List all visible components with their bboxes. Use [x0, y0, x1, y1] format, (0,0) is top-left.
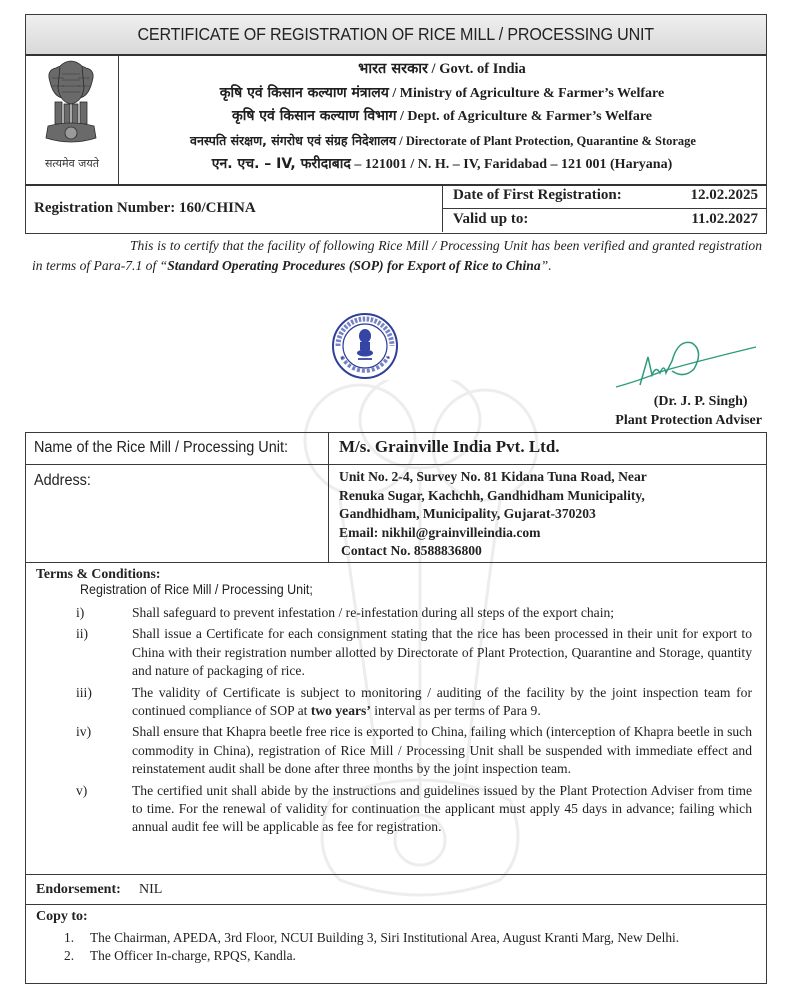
copy-to-list [26, 929, 766, 965]
svg-text:★: ★ [386, 355, 391, 361]
unit-details-table [25, 432, 767, 563]
copy-to-item: 1. The Chairman, APEDA, 3rd Floor, NCUI Building 3, Siri Institutional Area, August Kranti Marg, New Delhi. [64, 930, 680, 945]
address-line: एन. एच. – IV, फरीदाबाद – 121001 / N. H. – IV, Faridabad – 121 001 (Haryana) [211, 156, 673, 172]
unit-name-value: M/s. Grainville India Pvt. Ltd. [339, 437, 560, 456]
certificate-title: CERTIFICATE OF REGISTRATION OF RICE MILL / PROCESSING UNIT [137, 24, 655, 44]
signatory-name: (Dr. J. P. Singh) [653, 394, 748, 409]
term-item: i) Shall safeguard to prevent infestation / re-infestation during all steps of the export chain; [76, 605, 615, 620]
terms-and-conditions [25, 562, 767, 875]
column-divider [328, 433, 329, 562]
address-label: Address: [34, 472, 91, 489]
certification-statement: This is to certify that the facility of following Rice Mill / Processing Unit has been verified and granted registration in terms of Para-7.1 of “Standard Operating Procedures (SOP) for Export of Rice to China”. [32, 238, 762, 273]
term-item: ii) Shall issue a Certificate for each consignment stating that the rice has been processed in their unit for export to China with their registration number allotted by Directorate of Plant Protection, Quarantine and Storage, quantity and nature of packaging of rice. [76, 626, 752, 679]
registration-dates [442, 185, 766, 232]
valid-up-to-date: 11.02.2027 [691, 211, 758, 227]
term-item: v) The certified unit shall abide by the instructions and guidelines issued by the Plant Protection Adviser from time to time. For the renewal of validity for continuation the applicant must apply 45 days in advance; failing which annual audit fee will be applicable as fee for registration. [76, 782, 752, 835]
first-registration-row [443, 185, 766, 209]
ministry-line: कृषि एवं किसान कल्याण मंत्रालय / Ministry of Agriculture & Farmer’s Welfare [219, 84, 665, 101]
terms-list [26, 604, 766, 840]
department-line: कृषि एवं किसान कल्याण विभाग / Dept. of Agriculture & Farmer’s Welfare [231, 108, 653, 124]
official-seal-icon [330, 311, 400, 381]
registration-number: Registration Number: 160/CHINA [34, 200, 256, 216]
emblem-cell [26, 55, 119, 184]
sop-title: Standard Operating Procedures (SOP) for Export of Rice to China [167, 258, 541, 273]
terms-heading: Terms & Conditions: [36, 566, 161, 581]
endorsement-label: Endorsement: [36, 882, 121, 897]
first-registration-label: Date of First Registration: [453, 187, 622, 203]
address-value [339, 468, 647, 561]
govt-line: भारत सरकार / Govt. of India [358, 61, 526, 77]
ministry-lines [118, 55, 766, 184]
valid-up-to-label: Valid up to: [453, 211, 529, 227]
term-item: iii) The validity of Certificate is subject to monitoring / auditing of the facility by the joint inspection team for continued compliance of SOP at two years’ interval as per terms of Para 9. [76, 684, 752, 719]
endorsement-value: NIL [139, 882, 163, 897]
unit-name-label: Name of the Rice Mill / Processing Unit: [34, 439, 288, 456]
row-divider [26, 464, 766, 465]
signatory-designation: Plant Protection Adviser [615, 413, 762, 428]
signatory-block [615, 392, 762, 430]
address-line: Gandhidham, Municipality, Gujarat-370203 [339, 506, 596, 521]
svg-text:★: ★ [340, 355, 345, 361]
email-line: Email: nikhil@grainvilleindia.com [339, 524, 541, 540]
endorsement-row [25, 874, 767, 905]
contact-line: Contact No. 8588836800 [341, 543, 482, 558]
certificate-title-band [25, 14, 767, 56]
first-registration-date: 12.02.2025 [690, 187, 758, 203]
copy-to-section [25, 904, 767, 984]
address-line: Unit No. 2-4, Survey No. 81 Kidana Tuna Road, Near [339, 469, 647, 484]
signature-icon [608, 335, 768, 395]
address-line: Renuka Sugar, Kachchh, Gandhidham Municipality, [339, 487, 645, 503]
valid-up-to-row [443, 209, 766, 232]
terms-subheading: Registration of Rice Mill / Processing Unit; [80, 582, 313, 597]
copy-to-label: Copy to: [36, 909, 88, 924]
copy-to-item: 2. The Officer In-charge, RPQS, Kandla. [64, 948, 296, 963]
term-item: iv) Shall ensure that Khapra beetle free rice is exported to China, failing which (interception of Khapra beetle in such commodity in China), registration of Rice Mill / Processing Unit shall be suspended with immediate effect and reinstatement audit shall be done after three months by the joint inspection team. [76, 724, 752, 777]
national-emblem-icon [40, 58, 102, 153]
letterhead [25, 55, 767, 186]
directorate-line: वनस्पति संरक्षण, संगरोध एवं संग्रह निदेशालय / Directorate of Plant Protection, Quarantine & Storage [190, 132, 696, 148]
registration-row [25, 185, 767, 234]
emblem-motto: सत्यमेव जयते [44, 157, 99, 170]
